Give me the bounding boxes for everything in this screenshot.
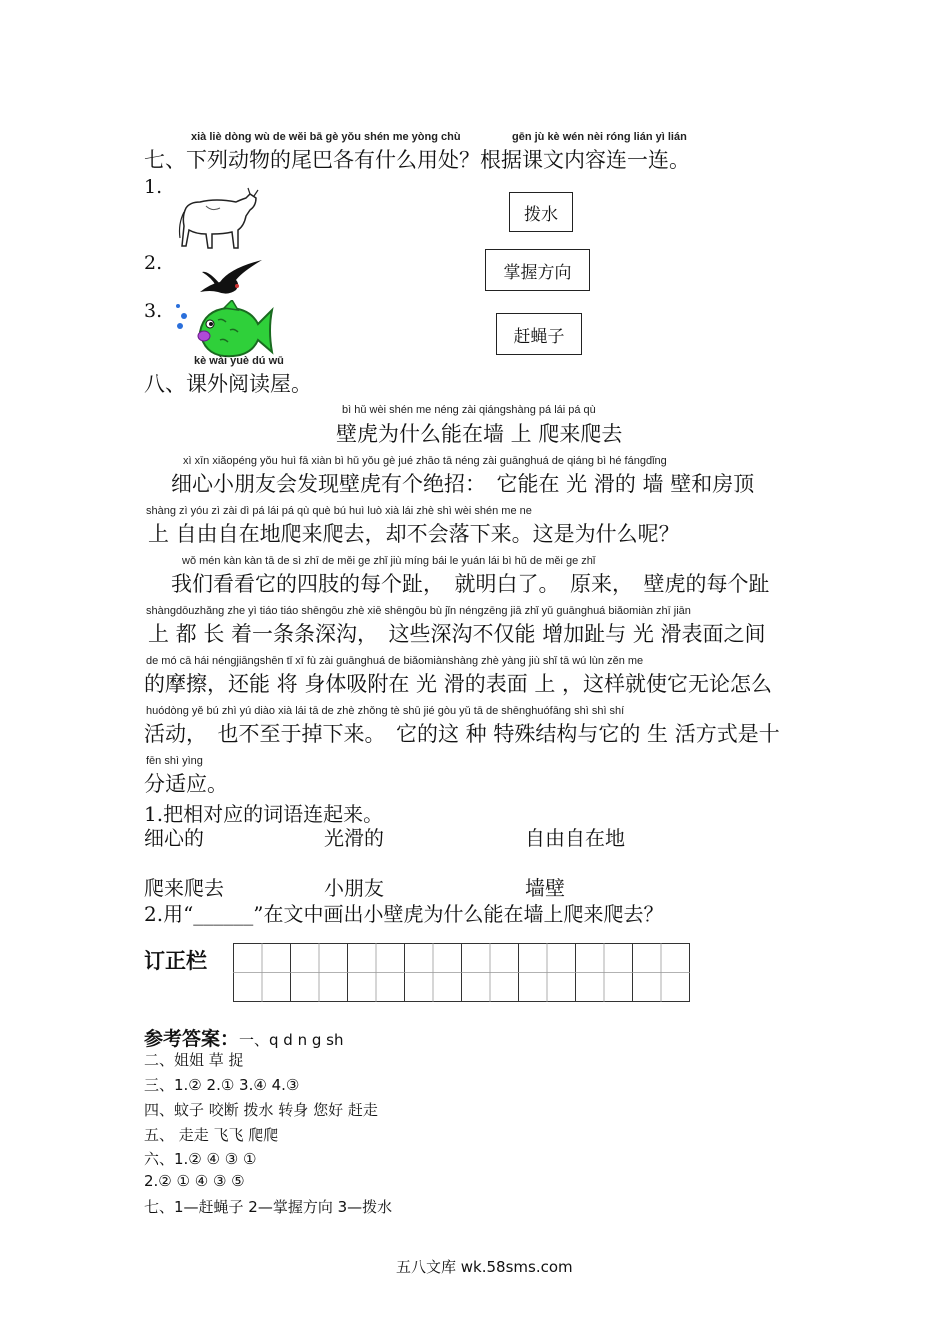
answer-6b: 2.② ① ④ ③ ⑤ (144, 1172, 245, 1190)
s7-pinyin-b: gēn jù kè wén nèi róng lián yì lián (512, 131, 687, 143)
story-line-5-pinyin: de mó cā hái néngjiāngshēn tǐ xī fù zài guānghuá de biǎomiànshàng zhè yàng jiù shǐ tā wú lùn zěn me (146, 655, 644, 667)
word-wall[interactable]: 墙壁 (525, 876, 565, 900)
story-line-2: 上 自由自在地爬来爬去，却不会落下来。这是为什么呢？ (148, 522, 680, 546)
answer-3: 三、1.② 2.① 3.④ 4.③ (144, 1076, 300, 1094)
match-box-direction[interactable]: 掌握方向 (485, 249, 590, 291)
answers-heading-row (144, 1024, 343, 1051)
answer-5: 五、 走走 飞飞 爬爬 (144, 1126, 279, 1144)
word-crawl[interactable]: 爬来爬去 (144, 876, 224, 900)
question-1: 1.把相对应的词语连起来。 (144, 802, 384, 826)
story-line-7: 分适应。 (144, 772, 228, 796)
story-line-3: 我们看看它的四肢的每个趾， 就明白了。 原来， 壁虎的每个趾 (150, 572, 770, 596)
story-line-5: 的摩擦，还能 将 身体吸附在 光 滑的表面 上 ，这样就使它无论怎么 (144, 672, 773, 696)
answer-6: 六、1.② ④ ③ ① (144, 1150, 257, 1168)
word-kid[interactable]: 小朋友 (324, 876, 384, 900)
story-line-6-pinyin: huódòng yě bú zhì yú diào xià lái tā de zhè zhǒng tè shū jié gòu yǔ tā de shēnghuófāng shì shì shí (146, 705, 625, 717)
match-box-flies[interactable]: 赶蝇子 (496, 313, 582, 355)
story-line-4: 上 都 长 着一条条深沟， 这些深沟不仅能 增加趾与 光 滑表面之间 (148, 622, 766, 646)
correction-grid[interactable] (233, 943, 691, 1003)
story-title: 壁虎为什么能在墙 上 爬来爬去 (336, 422, 623, 446)
story-line-1: 细心小朋友会发现壁虎有个绝招： 它能在 光 滑的 墙 壁和房顶 (150, 472, 755, 496)
story-line-6: 活动， 也不至于掉下来。 它的这 种 特殊结构与它的 生 活方式是十 (144, 722, 780, 746)
story-line-3-pinyin: wǒ mén kàn kàn tā de sì zhī de měi ge zhǐ jiù míng bái le yuán lái bì hǔ de měi ge zhǐ (182, 555, 596, 567)
word-careful[interactable]: 细心的 (144, 826, 204, 850)
story-line-7-pinyin: fēn shì yìng (146, 755, 203, 767)
answer-7: 七、1—赶蝇子 2—掌握方向 3—拨水 (144, 1198, 393, 1216)
answers-heading: 参考答案： (144, 1028, 240, 1050)
match-box-paddle[interactable]: 拨水 (509, 192, 573, 232)
s7-num-1: 1. (144, 176, 163, 198)
story-line-2-pinyin: shàng zì yóu zì zài dì pá lái pá qù què bú huì luò xià lái zhè shì wèi shén me ne (146, 505, 532, 517)
s7-title: 七、下列动物的尾巴各有什么用处？根据课文内容连一连。 (144, 148, 690, 172)
s8-title: 八、课外阅读屋。 (144, 372, 312, 396)
word-freely[interactable]: 自由自在地 (525, 826, 625, 850)
s7-num-2: 2. (144, 252, 163, 274)
cow-image (176, 186, 266, 258)
s7-num-3: 3. (144, 300, 163, 322)
word-smooth[interactable]: 光滑的 (324, 826, 384, 850)
story-line-1-pinyin: xì xīn xiǎopéng yǒu huì fā xiàn bì hǔ yǒu gè jué zhāo tā néng zài guānghuá de qiáng bì hé fángdǐng (183, 455, 667, 467)
fish-image (172, 300, 274, 362)
answer-1: 一、q d n g sh (239, 1031, 344, 1049)
answer-2: 二、姐姐 草 捉 (144, 1051, 244, 1069)
swallow-image (196, 256, 268, 298)
s8-pinyin: kè wài yuè dú wū (194, 355, 284, 367)
correction-label: 订正栏 (144, 949, 207, 973)
story-title-pinyin: bì hǔ wèi shén me néng zài qiángshàng pá lái pá qù (342, 404, 596, 416)
s7-pinyin-a: xià liè dòng wù de wěi bā gè yǒu shén me yòng chù (191, 131, 461, 143)
footer-link[interactable]: 五八文库 wk.58sms.com (396, 1258, 573, 1276)
story-line-4-pinyin: shàngdōuzhǎng zhe yì tiáo tiáo shēngōu zhè xiē shēngōu bù jǐn néngzēng jiā zhǐ yǔ guānghuá biǎomiàn zhī jiān (146, 605, 691, 617)
question-2: 2.用“______”在文中画出小壁虎为什么能在墙上爬来爬去？ (144, 902, 664, 926)
answer-4: 四、蚊子 咬断 拨水 转身 您好 赶走 (144, 1101, 378, 1119)
